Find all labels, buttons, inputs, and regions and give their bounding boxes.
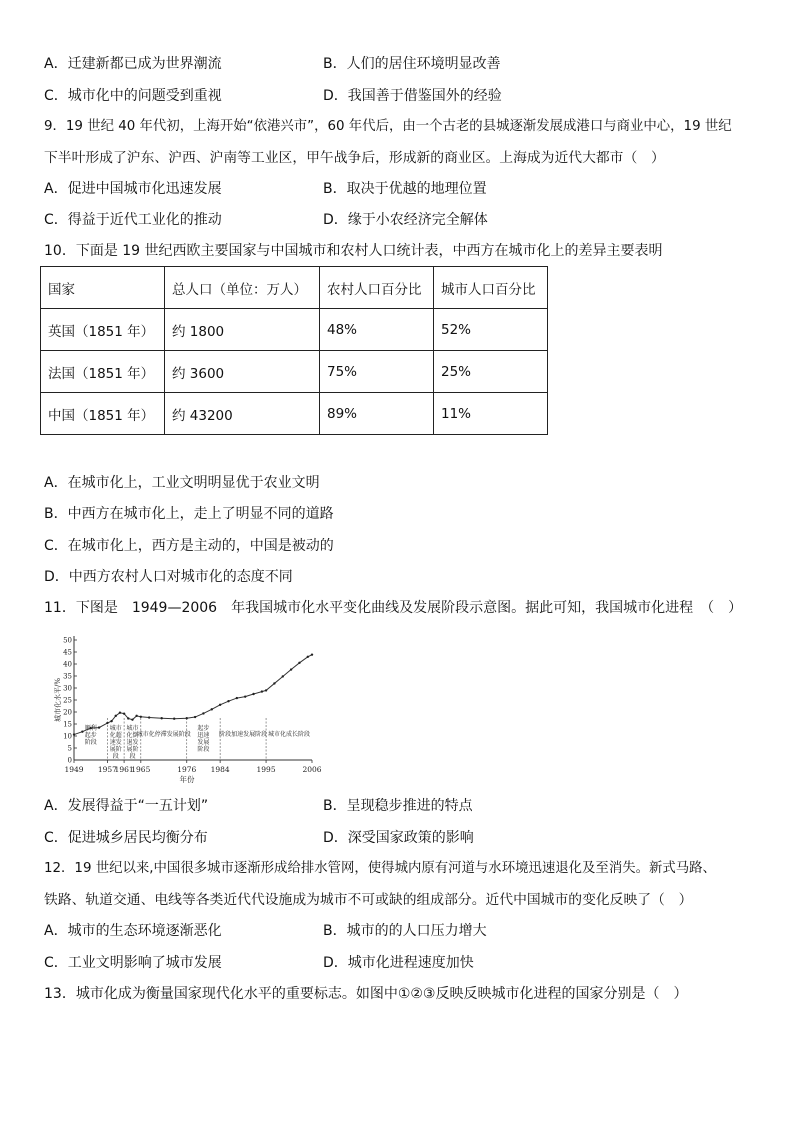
data-point xyxy=(115,715,117,717)
table-header-cell: 国家 xyxy=(41,267,165,309)
stage-label: 阶段加速发展阶段 xyxy=(219,731,268,738)
table-cell: 约 1800 xyxy=(165,309,320,351)
q9-option-a: A．促进中国城市化迅速发展 xyxy=(44,181,222,197)
q8-option-a: A．迁建新都已成为世界潮流 xyxy=(44,56,222,72)
x-tick-label: 1995 xyxy=(256,765,276,774)
table-header-cell: 总人口（单位：万人） xyxy=(165,267,320,309)
table-cell: 75% xyxy=(320,351,434,393)
q12-stem-line2: 铁路、轨道交通、电线等各类近代代设施成为城市不可或缺的组成部分。近代中国城市的变化反映了（ ） xyxy=(44,892,693,908)
data-point xyxy=(244,695,246,697)
data-point xyxy=(265,689,267,691)
x-tick-label: 1984 xyxy=(210,765,230,774)
table-cell: 52% xyxy=(434,309,548,351)
chart-labels xyxy=(53,637,322,785)
data-point xyxy=(261,690,263,692)
data-point xyxy=(219,704,221,706)
data-point xyxy=(135,715,137,717)
y-tick-label: 5 xyxy=(67,744,72,753)
q8-option-b: B．人们的居住环境明显改善 xyxy=(323,56,501,72)
y-tick-label: 35 xyxy=(63,672,72,681)
data-point xyxy=(131,718,133,720)
q11-option-a: A．发展得益于“一五计划” xyxy=(44,798,209,814)
data-point xyxy=(298,662,300,664)
table-cell: 11% xyxy=(434,393,548,435)
q12-option-c: C．工业文明影响了城市发展 xyxy=(44,955,222,971)
q11-option-c: C．促进城乡居民均衡分布 xyxy=(44,830,208,846)
table-cell: 25% xyxy=(434,351,548,393)
q8-option-c: C．城市化中的问题受到重视 xyxy=(44,88,222,104)
table-row xyxy=(41,393,548,435)
stage-label: 城市化停滞发展阶段 xyxy=(136,731,191,738)
stage-label: 城市化超速发展阶段 xyxy=(109,725,122,760)
data-point xyxy=(148,716,150,718)
data-point xyxy=(160,717,162,719)
urbanization-chart xyxy=(54,632,322,792)
data-point xyxy=(127,717,129,719)
table-cell: 89% xyxy=(320,393,434,435)
data-point xyxy=(290,668,292,670)
table-header-cell: 城市人口百分比 xyxy=(434,267,548,309)
data-point xyxy=(311,653,313,655)
data-point xyxy=(236,697,238,699)
x-tick-label: 1965 xyxy=(131,765,151,774)
x-tick-label: 1976 xyxy=(177,765,197,774)
data-point xyxy=(282,675,284,677)
q10-option-b: B．中西方在城市化上，走上了明显不同的道路 xyxy=(44,506,334,522)
q11-option-d: D．深受国家政策的影响 xyxy=(323,830,474,846)
q9-option-c: C．得益于近代工业化的推动 xyxy=(44,212,222,228)
table-header-row xyxy=(41,267,548,309)
data-point xyxy=(81,730,83,732)
data-point xyxy=(98,726,100,728)
y-tick-label: 50 xyxy=(63,636,72,645)
q9-stem-line2: 下半叶形成了沪东、沪西、沪南等工业区，甲午战争后，形成新的商业区。上海成为近代大都市（ ） xyxy=(44,150,665,166)
q10-option-c: C．在城市化上，西方是主动的，中国是被动的 xyxy=(44,538,334,554)
y-tick-label: 40 xyxy=(63,660,72,669)
q9-stem-line1: 9．19 世纪 40 年代初，上海开始“依港兴市”，60 年代后，由一个古老的县城逐渐发展成港口与商业中心，19 世纪 xyxy=(44,119,732,134)
q8-option-d: D．我国善于借鉴国外的经验 xyxy=(323,88,502,104)
data-point xyxy=(173,718,175,720)
stage-label: 起步迅速发展阶段 xyxy=(197,725,210,753)
q12-option-a: A．城市的生态环境逐渐恶化 xyxy=(44,923,222,939)
data-point xyxy=(194,716,196,718)
data-point xyxy=(307,656,309,658)
data-point xyxy=(73,733,75,735)
data-point xyxy=(186,717,188,719)
y-tick-label: 20 xyxy=(63,708,72,717)
chart-points xyxy=(73,653,313,735)
table-cell: 约 3600 xyxy=(165,351,320,393)
q9-option-b: B．取决于优越的地理位置 xyxy=(323,181,487,197)
q12-option-b: B．城市的的人口压力增大 xyxy=(323,923,487,939)
q11-option-b: B．呈现稳步推进的特点 xyxy=(323,798,473,814)
table-cell: 英国（1851 年） xyxy=(41,309,165,351)
table-row xyxy=(41,309,548,351)
x-axis-label: 年份 xyxy=(179,775,195,784)
data-point xyxy=(123,712,125,714)
x-tick-label: 1961 xyxy=(114,765,134,774)
table-cell: 48% xyxy=(320,309,434,351)
q10-option-a: A．在城市化上，工业文明明显优于农业文明 xyxy=(44,475,320,491)
data-point xyxy=(211,708,213,710)
data-point xyxy=(119,712,121,714)
y-tick-label: 25 xyxy=(63,696,72,705)
q10-option-d: D．中西方农村人口对城市化的态度不同 xyxy=(44,569,293,585)
y-axis-label: 城市化水平/% xyxy=(54,677,62,723)
x-tick-label: 2006 xyxy=(302,765,322,774)
q11-stem: 11．下图是 1949—2006 年我国城市化水平变化曲线及发展阶段示意图。据此可知，我国城市化进程 （ ） xyxy=(44,600,743,616)
table-header-cell: 农村人口百分比 xyxy=(320,267,434,309)
x-tick-label: 1957 xyxy=(97,765,117,774)
table-cell: 法国（1851 年） xyxy=(41,351,165,393)
data-point xyxy=(202,712,204,714)
population-table xyxy=(40,266,548,435)
data-point xyxy=(110,720,112,722)
y-tick-label: 0 xyxy=(67,756,72,765)
stage-label: 顺利起步阶段 xyxy=(84,725,97,746)
q12-stem-line1: 12．19 世纪以来,中国很多城市逐渐形成给排水管网，使得城内原有河道与水环境迅速退化及至消失。新式马路、 xyxy=(44,861,716,876)
data-point xyxy=(106,722,108,724)
table-row xyxy=(41,351,548,393)
y-tick-label: 15 xyxy=(63,720,72,729)
urbanization-line xyxy=(74,655,312,735)
data-point xyxy=(227,700,229,702)
x-tick-label: 1949 xyxy=(64,765,84,774)
data-point xyxy=(273,682,275,684)
table-cell: 约 43200 xyxy=(165,393,320,435)
data-point xyxy=(252,693,254,695)
y-tick-label: 45 xyxy=(63,648,72,657)
q12-option-d: D．城市化进程速度加快 xyxy=(323,955,474,971)
stage-label: 城市化成长阶段 xyxy=(268,731,311,738)
q10-stem: 10．下面是 19 世纪西欧主要国家与中国城市和农村人口统计表，中西方在城市化上的差异主要表明 xyxy=(44,243,663,259)
y-tick-label: 10 xyxy=(63,732,72,741)
table-cell: 中国（1851 年） xyxy=(41,393,165,435)
y-tick-label: 30 xyxy=(63,684,72,693)
q9-option-d: D．缘于小农经济完全解体 xyxy=(323,212,488,228)
data-point xyxy=(140,716,142,718)
q13-stem: 13．城市化成为衡量国家现代化水平的重要标志。如图中①②③反映反映城市化进程的国家分别是（ ） xyxy=(44,986,688,1002)
stage-label: 城市化倒退发展阶段 xyxy=(126,725,139,760)
